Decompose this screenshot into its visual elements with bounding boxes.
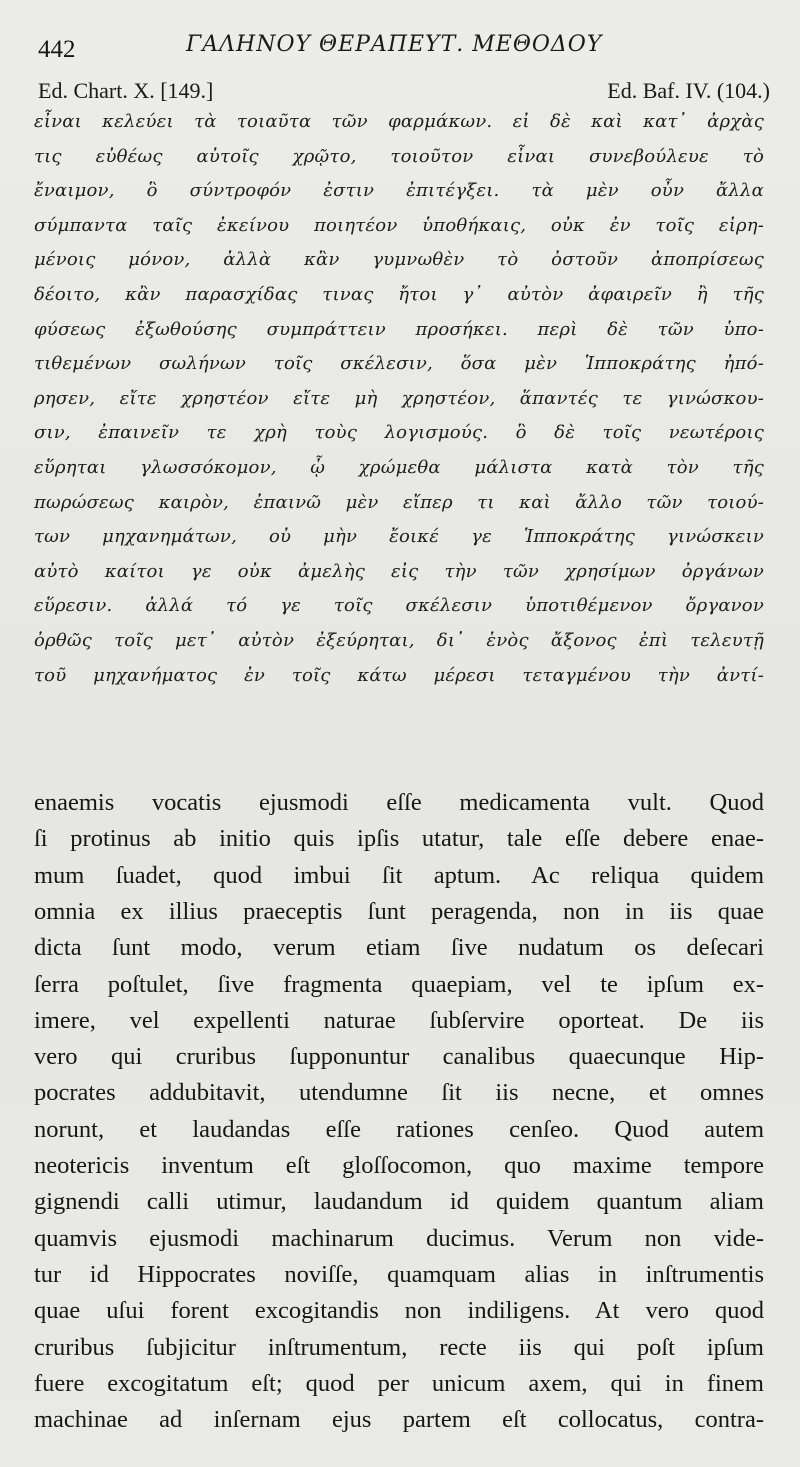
latin-text-line: norunt, et laudandas eſſe rationes cenſeo. Quod autem bbox=[34, 1115, 764, 1143]
greek-text-line: εὕρηται γλωσσόκομον, ᾧ χρώμεθα μάλιστα κατὰ τὸν τῆς bbox=[34, 457, 764, 478]
latin-text-line: pocrates addubitavit, utendumne ſit iis necne, et omnes bbox=[34, 1079, 764, 1107]
greek-text-line: των μηχανημάτων, οὐ μὴν ἔοικέ γε Ἱπποκράτης γινώσκειν bbox=[34, 526, 764, 548]
greek-text-line: εἶναι κελεύει τὰ τοιαῦτα τῶν φαρμάκων. εἰ δὲ καὶ κατ᾽ ἀρχὰς bbox=[34, 111, 764, 132]
latin-text-block bbox=[34, 786, 764, 1446]
greek-text-line: τιθεμένων σωλήνων τοῖς σκέλεσιν, ὅσα μὲν Ἱπποκράτης ἠπό- bbox=[34, 353, 764, 375]
greek-text-line: εὕρεσιν. ἀλλά τό γε τοῖς σκέλεσιν ὑποτιθέμενον ὄργανον bbox=[34, 595, 764, 617]
edition-basel-reference: Ed. Baf. IV. (104.) bbox=[607, 78, 770, 103]
latin-text-line: mum ſuadet, quod imbui ſit aptum. Ac reliqua quidem bbox=[34, 861, 764, 889]
greek-text-line: σύμπαντα ταῖς ἐκείνου ποιητέον ὑποθήκαις, οὐκ ἐν τοῖς εἰρη- bbox=[34, 214, 764, 236]
latin-text-line: dicta ſunt modo, verum etiam ſive nudatum os deſecari bbox=[34, 934, 764, 962]
greek-text-line: πωρώσεως καιρὸν, ἐπαινῶ μὲν εἴπερ τι καὶ ἄλλο τῶν τοιού- bbox=[34, 491, 764, 513]
greek-text-line: ἔναιμον, ὃ σύντροφόν ἐστιν ἐπιτέγξει. τὰ μὲν οὖν ἄλλα bbox=[34, 180, 764, 202]
running-head: ΓΑΛΗΝΟΥ ΘΕΡΑΠΕΥΤ. ΜΕΘΟΔΟΥ bbox=[186, 32, 603, 57]
latin-text-line: ſi protinus ab initio quis ipſis utatur, tale eſſe debere enae- bbox=[34, 825, 764, 853]
edition-reference-line bbox=[38, 78, 770, 108]
greek-text-line: ὀρθῶς τοῖς μετ᾽ αὐτὸν ἐξεύρηται, δι᾽ ἑνὸς ἄξονος ἐπὶ τελευτῇ bbox=[34, 630, 764, 651]
greek-text-line: αὐτὸ καίτοι γε οὐκ ἀμελὴς εἰς τὴν τῶν χρησίμων ὀργάνων bbox=[34, 560, 764, 582]
greek-text-line: ρησεν, εἴτε χρηστέον εἴτε μὴ χρηστέον, ἅπαντές τε γινώσκου- bbox=[34, 387, 764, 409]
page-header bbox=[38, 28, 772, 68]
greek-text-line: δέοιτο, κἂν παρασχίδας τινας ἤτοι γ᾽ αὐτὸν ἀφαιρεῖν ἢ τῆς bbox=[34, 284, 764, 305]
latin-text-line: neotericis inventum eſt gloſſocomon, quo maxime tempore bbox=[34, 1152, 764, 1179]
latin-text-line: omnia ex illius praeceptis ſunt peragenda, non in iis quae bbox=[34, 897, 764, 925]
greek-text-line: τις εὐθέως αὐτοῖς χρῷτο, τοιοῦτον εἶναι συνεβούλευε τὸ bbox=[34, 145, 764, 167]
bleed-through-text bbox=[38, 757, 760, 781]
edition-chartier-reference: Ed. Chart. X. [149.] bbox=[38, 78, 214, 103]
greek-text-line: τοῦ μηχανήματος ἐν τοῖς κάτω μέρεσι τεταγμένου τὴν ἀντί- bbox=[34, 664, 764, 686]
greek-text-line: σιν, ἐπαινεῖν τε χρὴ τοὺς λογισμούς. ὃ δὲ τοῖς νεωτέροις bbox=[34, 422, 764, 444]
latin-text-line: machinae ad inſernam ejus partem eſt collocatus, contra- bbox=[34, 1406, 764, 1434]
greek-text-line: φύσεως ἐξωθούσης συμπράττειν προσήκει. περὶ δὲ τῶν ὑπο- bbox=[34, 318, 764, 340]
latin-text-line: quae uſui forent excogitandis non indiligens. At vero quod bbox=[34, 1297, 764, 1325]
latin-text-line: cruribus ſubjicitur inſtrumentum, recte iis qui poſt ipſum bbox=[34, 1333, 764, 1361]
latin-text-line: vero qui cruribus ſupponuntur canalibus quaecunque Hip- bbox=[34, 1043, 764, 1071]
latin-text-line: ſerra poſtulet, ſive fragmenta quaepiam, vel te ipſum ex- bbox=[34, 970, 764, 998]
latin-text-line: quamvis ejusmodi machinarum ducimus. Verum non vide- bbox=[34, 1224, 764, 1252]
greek-text-block bbox=[34, 105, 764, 715]
latin-text-line: fuere excogitatum eſt; quod per unicum axem, qui in finem bbox=[34, 1369, 764, 1397]
greek-text-line: μένοις μόνον, ἀλλὰ κἂν γυμνωθὲν τὸ ὀστοῦν ἀποπρίσεως bbox=[34, 249, 764, 271]
latin-text-line: imere, vel expellenti naturae ſubſervire oporteat. De iis bbox=[34, 1006, 764, 1034]
page-number: 442 bbox=[38, 36, 76, 63]
latin-text-line: enaemis vocatis ejusmodi eſſe medicamenta vult. Quod bbox=[34, 789, 764, 816]
latin-text-line: tur id Hippocrates noviſſe, quamquam alias in inſtrumentis bbox=[34, 1260, 764, 1288]
latin-text-line: gignendi calli utimur, laudandum id quidem quantum aliam bbox=[34, 1188, 764, 1216]
